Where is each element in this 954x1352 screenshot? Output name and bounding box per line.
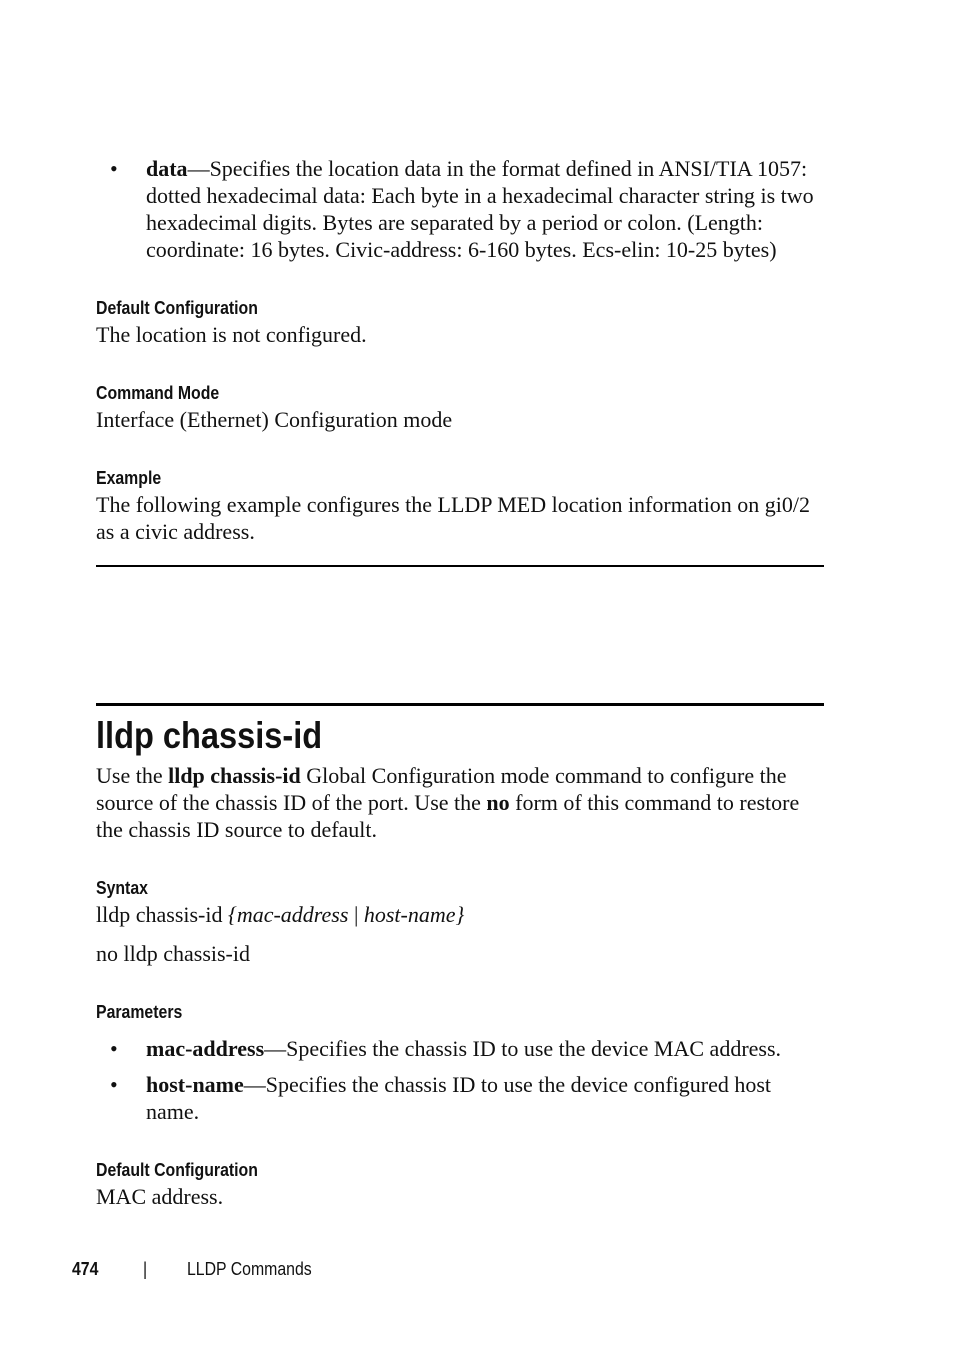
parameters-heading: Parameters xyxy=(96,1002,183,1022)
syntax-brace-close: } xyxy=(455,902,465,927)
bullet-icon: • xyxy=(110,156,118,181)
syntax-line-2: no lldp chassis-id xyxy=(96,941,250,966)
param-term: mac-address xyxy=(146,1036,265,1061)
syntax-command: lldp chassis-id xyxy=(96,902,228,927)
intro-text-3: form of this command to restore the chassis ID source to default. xyxy=(96,790,800,842)
intro-text-2: Global Configuration mode command to configure the source of the chassis ID of the port. Use the xyxy=(96,763,787,815)
default-config-heading: Default Configuration xyxy=(96,1160,258,1180)
default-config-heading: Default Configuration xyxy=(96,298,258,318)
list-item-text xyxy=(146,155,836,263)
footer-separator: | xyxy=(143,1259,148,1279)
page-number: 474 xyxy=(72,1259,99,1279)
list-item-text xyxy=(146,1071,806,1125)
syntax-arg-host-name: host-name xyxy=(363,902,456,927)
example-text: The following example configures the LLDP MED location information on gi0/2 as a civic address. xyxy=(96,492,811,544)
intro-no-keyword: no xyxy=(486,790,510,815)
syntax-separator: | xyxy=(348,902,364,927)
footer-chapter: LLDP Commands xyxy=(187,1259,312,1279)
intro-text-1: Use the xyxy=(96,763,169,788)
param-description: —Specifies the chassis ID to use the device configured host name. xyxy=(146,1072,772,1124)
param-term: data xyxy=(146,156,188,181)
syntax-line-1 xyxy=(96,901,464,928)
command-mode-heading: Command Mode xyxy=(96,383,220,403)
syntax-brace-open: { xyxy=(228,902,237,927)
syntax-heading: Syntax xyxy=(96,878,148,898)
intro-command: lldp chassis-id xyxy=(168,763,301,788)
example-heading: Example xyxy=(96,468,162,488)
section-end-rule xyxy=(96,565,824,567)
command-mode-text: Interface (Ethernet) Configuration mode xyxy=(96,407,453,432)
default-config-text: The location is not configured. xyxy=(96,322,367,347)
syntax-arg-mac-address: mac-address xyxy=(236,902,349,927)
intro-paragraph xyxy=(96,762,824,843)
param-description: —Specifies the chassis ID to use the device MAC address. xyxy=(264,1036,782,1061)
list-item-text xyxy=(146,1035,836,1062)
default-config-text: MAC address. xyxy=(96,1184,224,1209)
section-top-rule xyxy=(96,703,824,706)
bullet-icon: • xyxy=(110,1036,118,1061)
param-description: —Specifies the location data in the format defined in ANSI/TIA 1057: dotted hexadecimal data: Each byte in a hexadecimal character string is two hexadecimal digits. Bytes are separated by a period or colon. (Length: coordinate: 16 bytes. Civic-address: 6-160 bytes. Ecs-elin: 10-25 bytes) xyxy=(146,156,814,262)
page-title: lldp chassis-id xyxy=(96,715,323,756)
bullet-icon: • xyxy=(110,1072,118,1097)
param-term: host-name xyxy=(146,1072,244,1097)
